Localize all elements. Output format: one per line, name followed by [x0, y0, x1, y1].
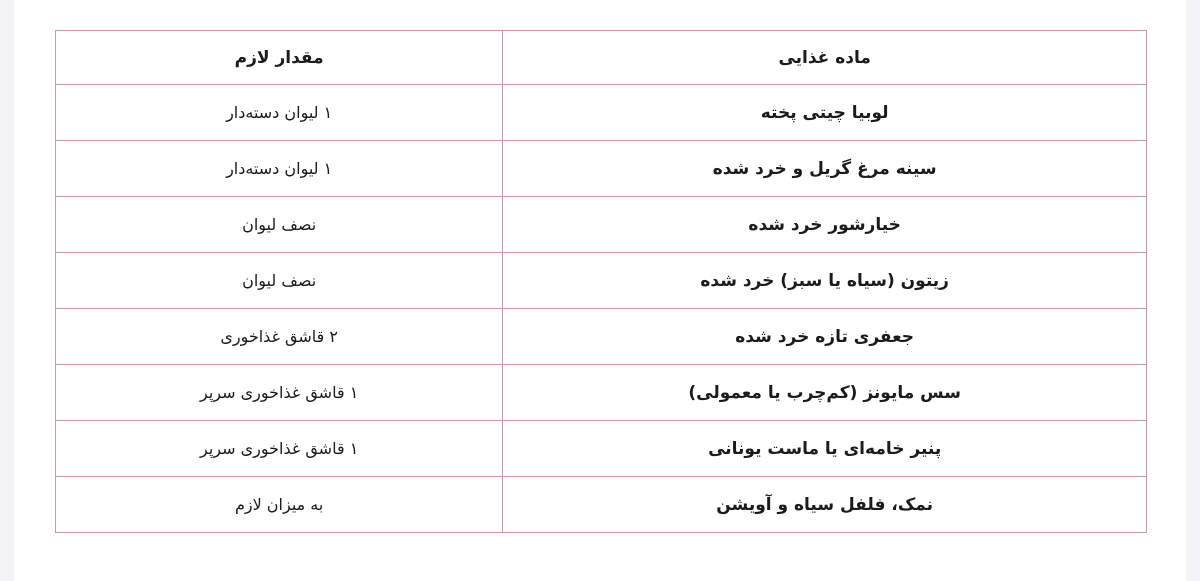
amount-cell: ۱ لیوان دسته‌دار	[56, 85, 503, 141]
ingredient-cell: جعفری تازه خرد شده	[503, 309, 1147, 365]
ingredient-cell: سینه مرغ گریل و خرد شده	[503, 141, 1147, 197]
amount-cell: ۱ قاشق غذاخوری سرپر	[56, 421, 503, 477]
page-gutter-right	[1186, 0, 1200, 581]
table-row	[56, 421, 1147, 477]
table-row	[56, 365, 1147, 421]
ingredients-table	[55, 30, 1147, 533]
ingredient-cell: زیتون (سیاه یا سبز) خرد شده	[503, 253, 1147, 309]
ingredient-cell: سس مایونز (کم‌چرب یا معمولی)	[503, 365, 1147, 421]
amount-cell: نصف لیوان	[56, 197, 503, 253]
table-row	[56, 309, 1147, 365]
ingredient-cell: نمک، فلفل سیاه و آویشن	[503, 477, 1147, 533]
amount-cell: ۱ لیوان دسته‌دار	[56, 141, 503, 197]
header-row	[56, 31, 1147, 85]
table-row	[56, 477, 1147, 533]
amount-cell: نصف لیوان	[56, 253, 503, 309]
amount-cell: ۲ قاشق غذاخوری	[56, 309, 503, 365]
header-ingredient: ماده غذایی	[503, 31, 1147, 85]
amount-cell: به میزان لازم	[56, 477, 503, 533]
table-row	[56, 85, 1147, 141]
table-row	[56, 253, 1147, 309]
ingredients-table-container	[55, 30, 1147, 533]
amount-cell: ۱ قاشق غذاخوری سرپر	[56, 365, 503, 421]
ingredient-cell: لوبیا چیتی پخته	[503, 85, 1147, 141]
ingredient-cell: خیارشور خرد شده	[503, 197, 1147, 253]
page-gutter-left	[0, 0, 14, 581]
ingredient-cell: پنیر خامه‌ای یا ماست یونانی	[503, 421, 1147, 477]
table-row	[56, 197, 1147, 253]
header-amount: مقدار لازم	[56, 31, 503, 85]
table-row	[56, 141, 1147, 197]
